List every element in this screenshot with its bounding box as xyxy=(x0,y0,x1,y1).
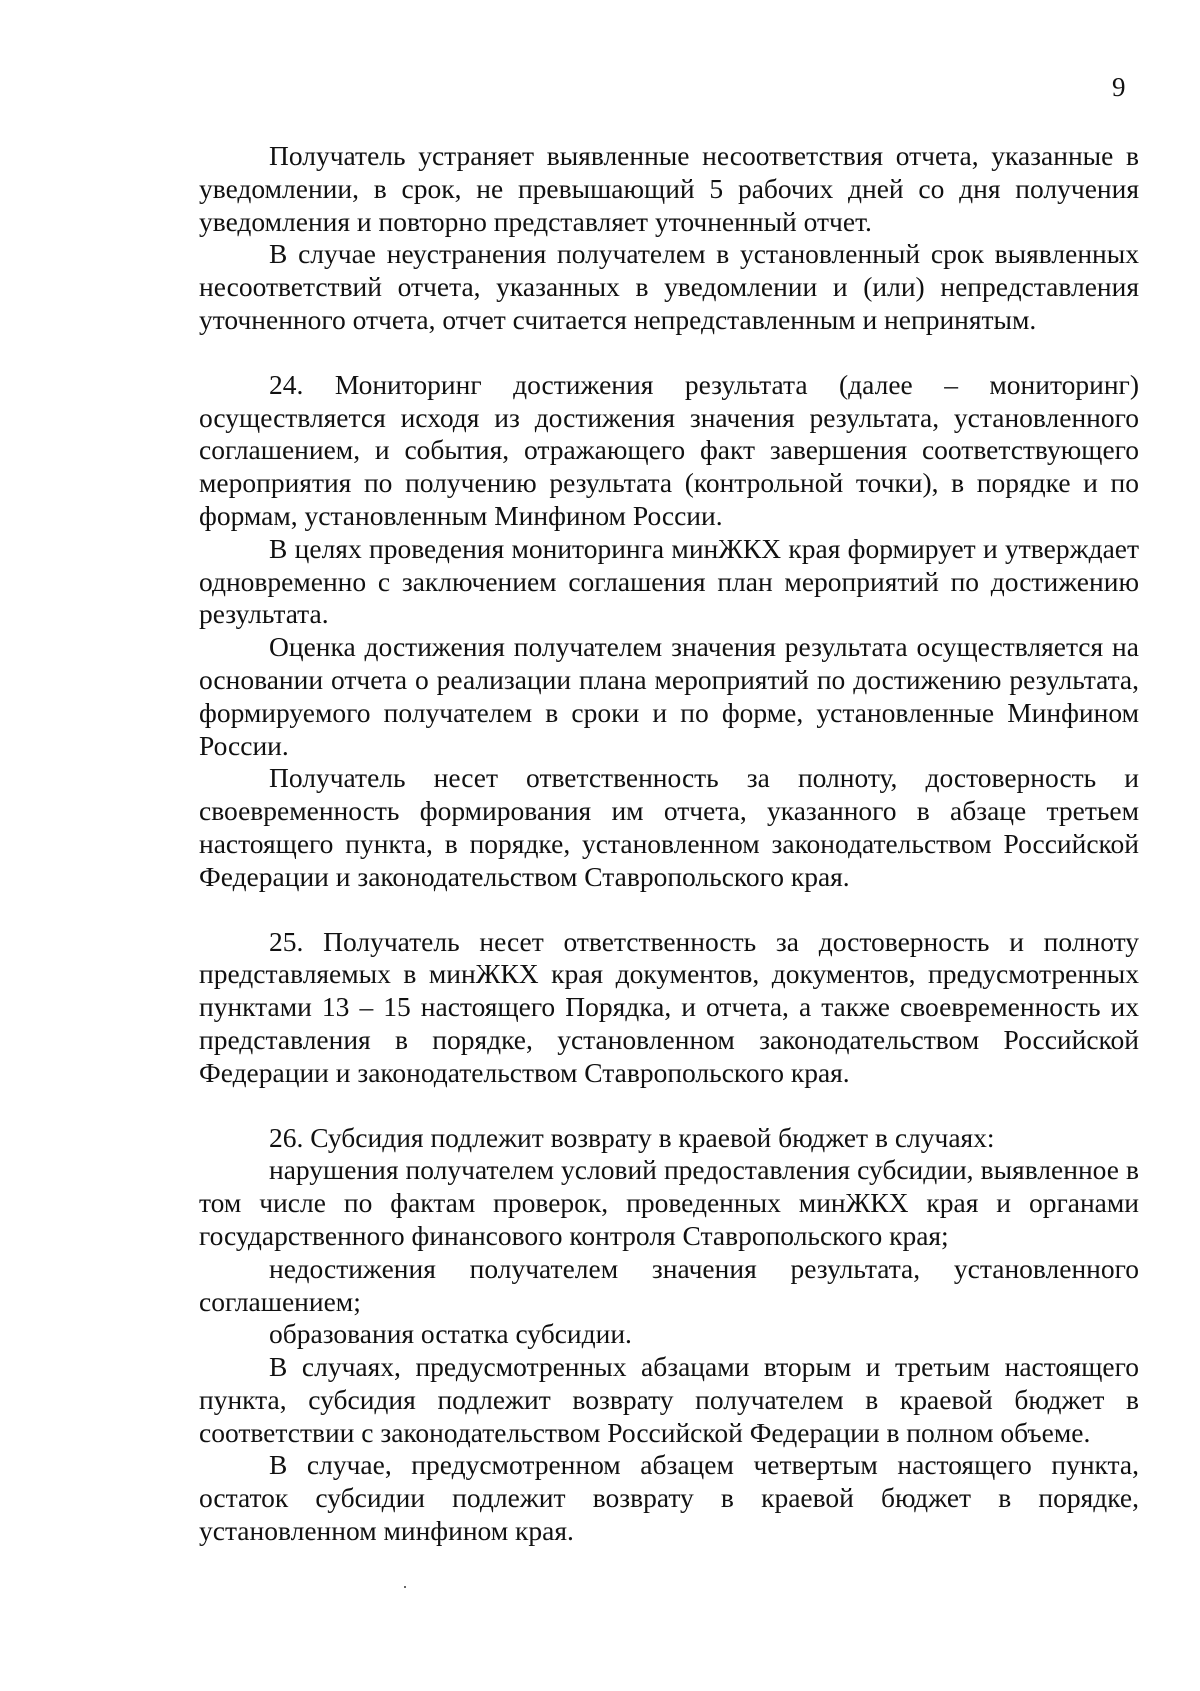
paragraph-report-correction: Получатель устраняет выявленные несоответствия отчета, указанные в уведомлении, в срок, не превышающий 5 рабочих дней со дня получения уведомления и повторно представляет уточненный отчет. xyxy=(199,140,1139,237)
paragraph-item-24-monitoring: 24. Мониторинг достижения результата (далее – мониторинг) осуществляется исходя из достижения значения результата, установленного соглашением, и события, отражающего факт завершения соответствующего мероприятия по получению результата (контрольной точки), в порядке и по формам, установленным Минфином России. xyxy=(199,368,1139,531)
paragraph-item-26-refund: 26. Субсидия подлежит возврату в краевой бюджет в случаях: xyxy=(269,1121,995,1153)
paragraph-refund-full-amount: В случаях, предусмотренных абзацами вторым и третьим настоящего пункта, субсидия подлежит возврату получателем в краевой бюджет в соответствии с законодательством Российской Федерации в полном объеме. xyxy=(199,1351,1139,1448)
scan-speck xyxy=(404,1586,406,1588)
paragraph-refund-case-violation: нарушения получателем условий предоставления субсидии, выявленное в том числе по фактам проверок, проведенных минЖКХ края и органами государственного финансового контроля Ставропольского края; xyxy=(199,1154,1139,1251)
paragraph-result-evaluation: Оценка достижения получателем значения результата осуществляется на основании отчета о реализации плана мероприятий по достижению результата, формируемого получателем в сроки и по форме, установленные Минфином России. xyxy=(199,631,1139,761)
paragraph-refund-case-remainder: образования остатка субсидии. xyxy=(269,1318,632,1350)
paragraph-refund-case-not-achieved: недостижения получателем значения результата, установленного соглашением; xyxy=(199,1252,1139,1317)
document-body xyxy=(199,140,1139,1548)
paragraph-monitoring-plan: В целях проведения мониторинга минЖКХ края формирует и утверждает одновременно с заключением соглашения план мероприятий по достижению результата. xyxy=(199,532,1139,630)
paragraph-report-responsibility: Получатель несет ответственность за полноту, достоверность и своевременность формирования им отчета, указанного в абзаце третьем настоящего пункта, в порядке, установленном законодательством Российской Федерации и законодательством Ставропольского края. xyxy=(199,762,1139,892)
page-number: 9 xyxy=(1112,72,1126,102)
paragraph-item-25-responsibility: 25. Получатель несет ответственность за достоверность и полноту представляемых в минЖКХ края документов, документов, предусмотренных пунктами 13 – 15 настоящего Порядка, и отчета, а также своевременность их представления в порядке, установленном законодательством Российской Федерации и законодательством Ставропольского края. xyxy=(199,925,1139,1088)
paragraph-report-not-accepted: В случае неустранения получателем в установленный срок выявленных несоответствий отчета, указанных в уведомлении и (или) непредставления уточненного отчета, отчет считается непредставленным и непринятым. xyxy=(199,238,1139,335)
paragraph-refund-remainder-order: В случае, предусмотренном абзацем четвертым настоящего пункта, остаток субсидии подлежит возврату в краевой бюджет в порядке, установленном минфином края. xyxy=(199,1449,1139,1547)
